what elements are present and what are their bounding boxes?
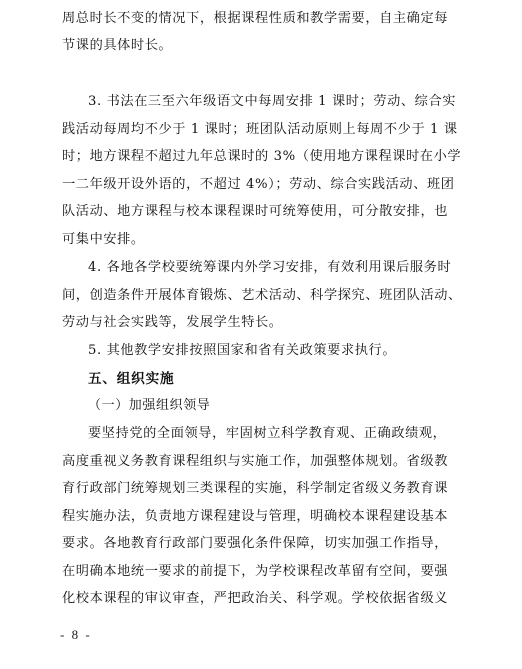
list-item-3-line: 时；地方课程不超过九年总课时的 3%（使用地方课程课时在小学 [62,149,462,164]
text-line: 周总时长不变的情况下，根据课程性质和教学需要，自主确定每 [62,11,449,26]
list-item-3-line: 一二年级开设外语的，不超过 4%）；劳动、综合实践活动、班团 [62,177,455,192]
list-item-5-line: 5. 其他教学安排按照国家和省有关政策要求执行。 [88,343,397,358]
list-item-4-line: 间，创造条件开展体育锻炼、艺术活动、科学探究、班团队活动、 [62,288,462,303]
section-heading: 五、组织实施 [88,371,175,387]
paragraph-line: 要求。各地教育行政部门要强化条件保障，切实加强工作指导， [62,536,449,551]
paragraph-line: 高度重视义务教育课程组织与实施工作，加强整体规划。省级教 [62,454,449,469]
list-item-3-line: 可集中安排。 [62,232,145,247]
paragraph-line: 在明确本地统一要求的前提下，为学校课程改革留有空间，要强 [62,564,449,579]
subsection-heading: （一）加强组织领导 [88,398,211,413]
page-number: - 8 - [60,627,92,642]
paragraph-line: 育行政部门统筹规划三类课程的实施，科学制定省级义务教育课 [62,481,449,496]
list-item-4-line: 劳动与社会实践等，发展学生特长。 [62,315,283,330]
text-line: 节课的具体时长。 [62,38,173,53]
paragraph-line: 要坚持党的全面领导，牢固树立科学教育观、正确政绩观， [88,426,447,441]
list-item-4-line: 4. 各地各学校要统筹课内外学习安排，有效利用课后服务时 [88,260,452,275]
paragraph-line: 化校本课程的审议审查，严把政治关、科学观。学校依据省级义 [62,591,449,606]
list-item-3-line: 队活动、地方课程与校本课程课时可统筹使用，可分散安排，也 [62,204,449,219]
list-item-3-line: 践活动每周均不少于 1 课时；班团队活动原则上每周不少于 1 课 [62,122,458,137]
list-item-3-line: 3. 书法在三至六年级语文中每周安排 1 课时；劳动、综合实 [88,94,457,109]
paragraph-line: 程实施办法，负责地方课程建设与管理，明确校本课程建设基本 [62,509,449,524]
